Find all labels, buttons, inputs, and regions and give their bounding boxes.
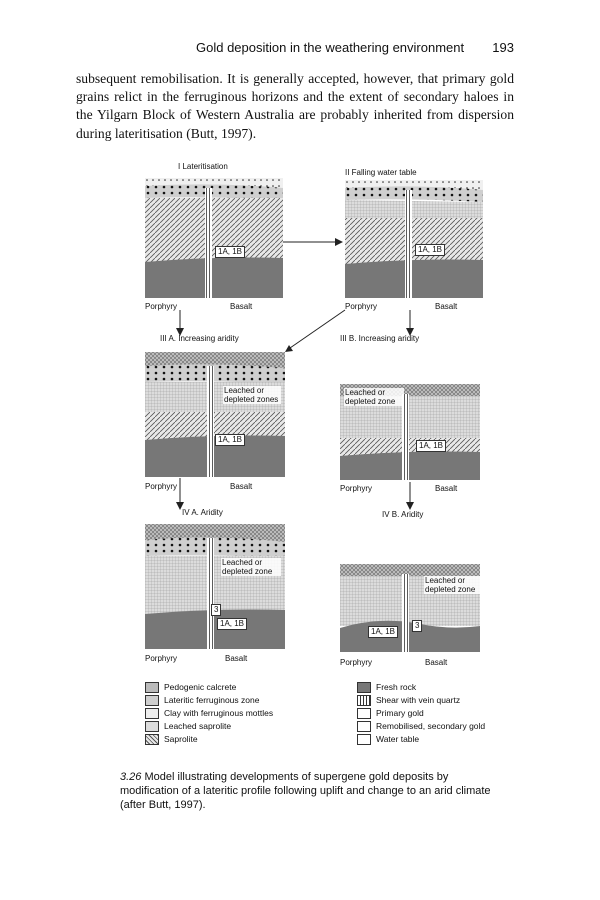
legend-item: Remobilised, secondary gold <box>357 721 485 732</box>
panel-1 <box>145 178 283 298</box>
gold-tag-1: 1A, 1B <box>215 246 245 258</box>
rock-left-5: Porphyry <box>145 654 178 663</box>
panel-5 <box>145 524 285 649</box>
inset-label-4: Leached or depleted zone <box>344 388 404 406</box>
legend-item: Leached saprolite <box>145 721 231 732</box>
lateritic-zone-swatch <box>145 695 159 706</box>
body-paragraph: subsequent remobilisation. It is generally accepted, however, that primary gold grains relict in the ferruginous horizons and the extent of secondary haloes in the Yilgarn Block of Western Australia are probably inherited from dispersion during lateritisation (Butt, 1997). <box>76 71 514 141</box>
legend-item: Shear with vein quartz <box>357 695 460 706</box>
legend-item: Water table <box>357 734 419 745</box>
legend-item: Pedogenic calcrete <box>145 682 236 693</box>
panel-title-1: I Lateritisation <box>178 162 228 171</box>
rock-left-6: Porphyry <box>340 658 373 667</box>
page-number: 193 <box>492 40 514 55</box>
figure <box>100 152 520 762</box>
panel-title-4: III B. Increasing aridity <box>340 334 420 343</box>
fresh-rock-swatch <box>357 682 371 693</box>
legend-item: Clay with ferruginous mottles <box>145 708 273 719</box>
panel-6 <box>340 564 480 652</box>
rock-right-1: Basalt <box>230 302 253 311</box>
rock-left-2: Porphyry <box>345 302 378 311</box>
caption-text: Model illustrating developments of supergene gold deposits by modification of a lateritic profile following uplift and change to an arid climate (after Butt, 1997). <box>120 771 491 811</box>
gold-tag-2: 1A, 1B <box>415 244 445 256</box>
inset-label-6: Leached or depleted zone <box>424 576 480 594</box>
inset-label-5: Leached or depleted zone <box>221 558 281 576</box>
panel-2 <box>345 180 483 298</box>
saprolite-swatch <box>145 734 159 745</box>
legend-item: Primary gold <box>357 708 424 719</box>
figure-caption <box>120 770 510 812</box>
gold-tag-4: 1A, 1B <box>416 440 446 452</box>
rock-left-4: Porphyry <box>340 484 373 493</box>
panel-3 <box>145 352 285 477</box>
primary-gold-swatch <box>357 708 371 719</box>
secondary-gold-swatch <box>357 721 371 732</box>
running-header <box>196 40 514 58</box>
rock-right-3: Basalt <box>230 482 253 491</box>
gold-tag-5: 1A, 1B <box>217 618 247 630</box>
running-header-title: Gold deposition in the weathering environment <box>196 40 465 55</box>
shear-vein-swatch <box>357 695 371 706</box>
rock-right-4: Basalt <box>435 484 458 493</box>
inset-label-3: Leached or depleted zones <box>223 386 281 404</box>
panel-title-6: IV B. Aridity <box>382 510 424 519</box>
rock-right-2: Basalt <box>435 302 458 311</box>
legend-item: Lateritic ferruginous zone <box>145 695 259 706</box>
figure-number: 3.26 <box>120 771 142 783</box>
legend-item: Fresh rock <box>357 682 416 693</box>
rock-left-3: Porphyry <box>145 482 178 491</box>
leached-saprolite-swatch <box>145 721 159 732</box>
rock-left-1: Porphyry <box>145 302 178 311</box>
panel-4 <box>340 384 480 480</box>
pedogenic-calcrete-swatch <box>145 682 159 693</box>
rock-right-5: Basalt <box>225 654 248 663</box>
gold-tag-3: 1A, 1B <box>215 434 245 446</box>
gold-number-6: 3 <box>412 620 422 632</box>
water-table-swatch <box>357 734 371 745</box>
legend-item: Saprolite <box>145 734 198 745</box>
panel-title-2: II Falling water table <box>345 168 417 177</box>
gold-number-5: 3 <box>211 604 221 616</box>
panel-title-3: III A. Increasing aridity <box>160 334 239 343</box>
rock-right-6: Basalt <box>425 658 448 667</box>
panel-title-5: IV A. Aridity <box>182 508 223 517</box>
clay-mottles-swatch <box>145 708 159 719</box>
gold-tag-6: 1A, 1B <box>368 626 398 638</box>
